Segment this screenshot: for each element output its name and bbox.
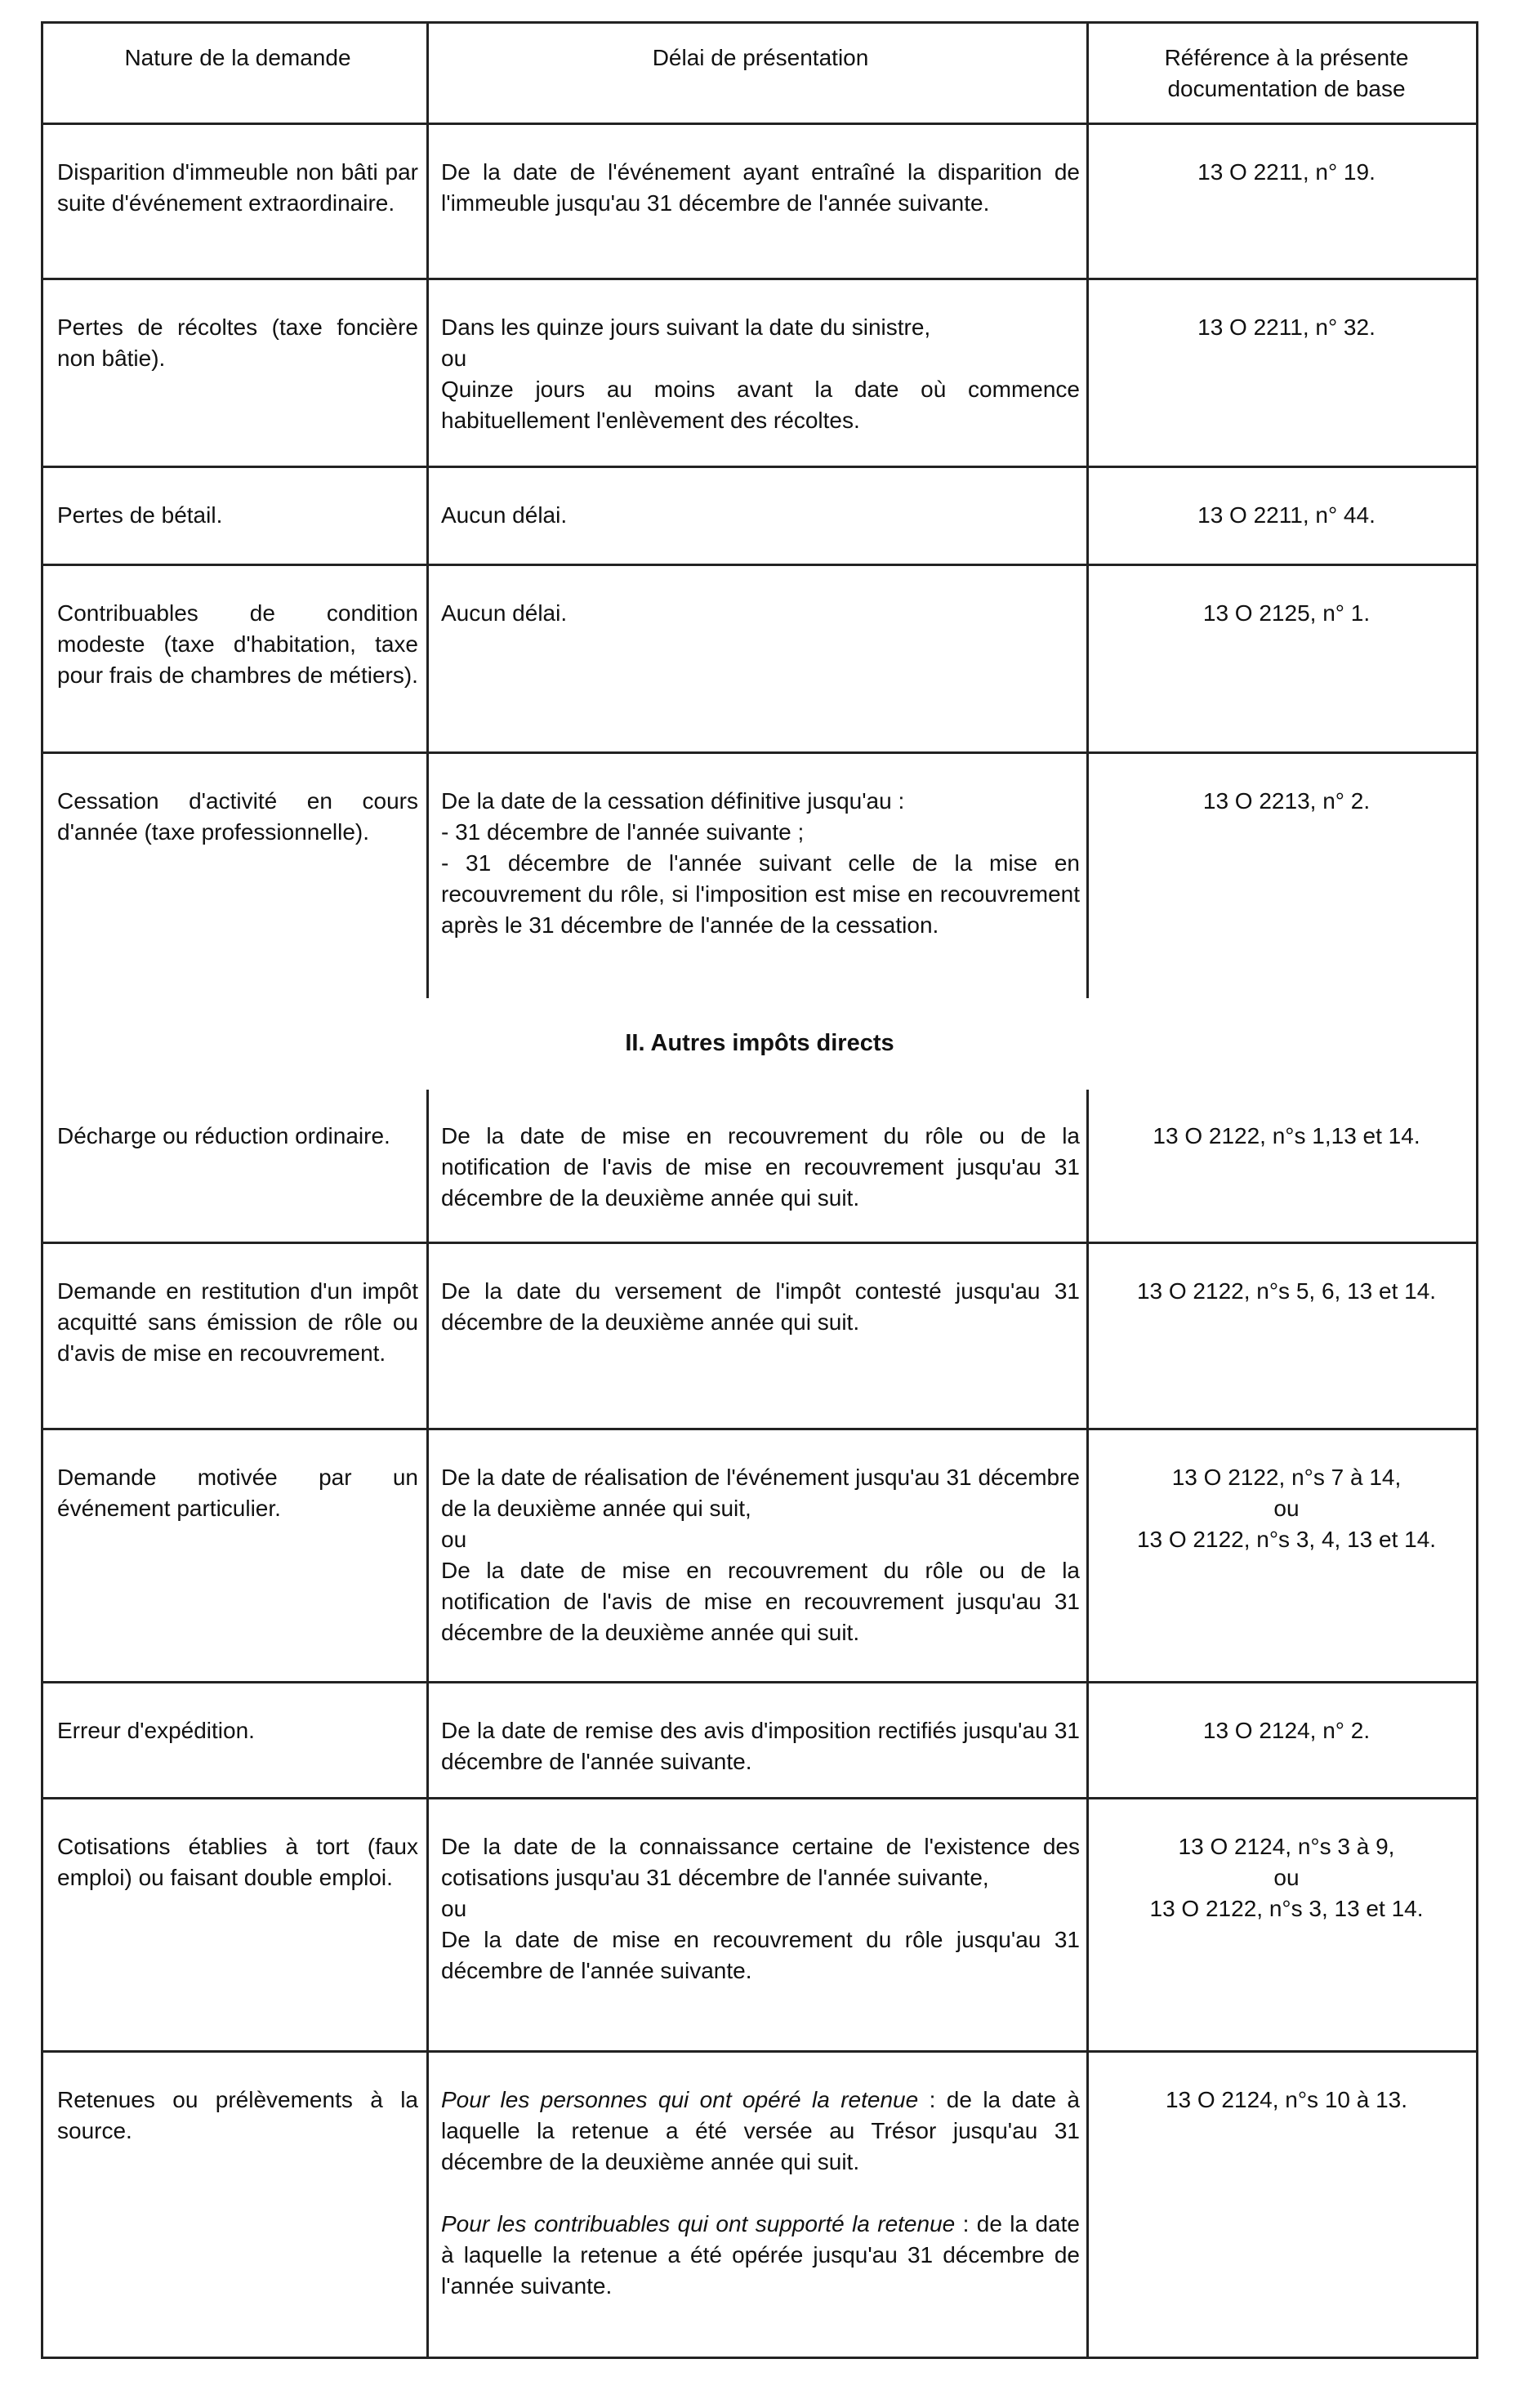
row-delai: De la date du versement de l'impôt contesté jusqu'au 31 décembre de la deuxième année qui suit.: [441, 1278, 1080, 1335]
row-nature: Erreur d'expédition.: [57, 1718, 255, 1743]
delai-line: ou: [441, 346, 467, 371]
reference-line: 13 O 2124, n°s 3 à 9,: [1178, 1834, 1395, 1859]
row-reference: 13 O 2124, n° 2.: [1202, 1718, 1371, 1743]
reference-line: 13 O 2122, n°s 3, 13 et 14.: [1149, 1896, 1424, 1921]
header-reference: [1095, 42, 1478, 105]
header-reference-line: Référence à la présente: [1164, 45, 1409, 70]
row-reference: 13 O 2213, n° 2.: [1202, 788, 1371, 814]
row-nature: Cessation d'activité en cours d'année (taxe professionnelle).: [57, 788, 418, 845]
reference-line: 13 O 2122, n°s 3, 4, 13 et 14.: [1136, 1527, 1437, 1552]
header-reference-line: documentation de base: [1167, 76, 1406, 101]
row-reference: 13 O 2124, n°s 10 à 13.: [1165, 2087, 1408, 2112]
row-reference: 13 O 2211, n° 32.: [1197, 314, 1376, 340]
row-delai: De la date de remise des avis d'imposition rectifiés jusqu'au 31 décembre de l'année suivante.: [441, 1718, 1080, 1774]
delai-line: De la date de mise en recouvrement du rôle jusqu'au 31 décembre de l'année suivante.: [441, 1927, 1080, 1983]
row-delai: De la date de mise en recouvrement du rôle ou de la notification de l'avis de mise en recouvrement jusqu'au 31 décembre de la deuxième année qui suit.: [441, 1123, 1080, 1211]
row-divider: [41, 1797, 1478, 1799]
row-nature: Retenues ou prélèvements à la source.: [57, 2087, 418, 2143]
row-delai: [441, 786, 1080, 941]
delai-line: De la date de mise en recouvrement du rôle ou de la notification de l'avis de mise en recouvrement jusqu'au 31 décembre de la deuxième année qui suit.: [441, 1558, 1080, 1645]
row-nature: Pertes de récoltes (taxe foncière non bâtie).: [57, 314, 418, 371]
row-divider: [41, 751, 1478, 754]
row-nature: Demande motivée par un événement particulier.: [57, 1465, 418, 1521]
row-delai: [441, 1831, 1080, 1987]
row-delai: Aucun délai.: [441, 600, 568, 626]
row-reference: 13 O 2211, n° 44.: [1197, 502, 1376, 528]
row-nature: Contribuables de condition modeste (taxe d'habitation, taxe pour frais de chambres de métiers).: [57, 600, 418, 688]
row-delai: [441, 312, 1080, 436]
row-nature: Pertes de bétail.: [57, 502, 223, 528]
row-divider: [41, 278, 1478, 280]
row-divider: [41, 1428, 1478, 1430]
column-divider: [1086, 21, 1089, 998]
delai-line: Dans les quinze jours suivant la date du sinistre,: [441, 314, 931, 340]
row-reference: 13 O 2122, n°s 1,13 et 14.: [1153, 1123, 1420, 1148]
header-delai: Délai de présentation: [652, 45, 869, 70]
delai-line: ou: [441, 1896, 467, 1921]
row-nature: Demande en restitution d'un impôt acquitté sans émission de rôle ou d'avis de mise en recouvrement.: [57, 1278, 418, 1366]
row-divider: [41, 123, 1478, 125]
delai-line: De la date de la connaissance certaine de l'existence des cotisations jusqu'au 31 décembre de l'année suivante,: [441, 1834, 1080, 1890]
delai-line: ou: [441, 1527, 467, 1552]
row-delai: [441, 1462, 1080, 1648]
row-nature: Cotisations établies à tort (faux emploi) ou faisant double emploi.: [57, 1834, 418, 1890]
row-delai: [441, 2085, 1080, 2302]
delai-line: De la date de la cessation définitive jusqu'au :: [441, 788, 905, 814]
section-title: II. Autres impôts directs: [625, 1030, 894, 1056]
row-reference: [1095, 1831, 1478, 1924]
row-reference: 13 O 2211, n° 19.: [1197, 159, 1376, 185]
row-divider: [41, 564, 1478, 566]
delai-text: : de la date à laquelle la retenue a été versée au Trésor jusqu'au 31 décembre de la deuxième année qui suit.: [441, 2087, 1080, 2174]
delai-italic: Pour les contribuables qui ont supporté la retenue: [441, 2211, 956, 2236]
delai-italic: Pour les personnes qui ont opéré la retenue: [441, 2087, 919, 2112]
reference-line: 13 O 2122, n°s 7 à 14,: [1171, 1465, 1402, 1490]
row-nature: Décharge ou réduction ordinaire.: [57, 1123, 390, 1148]
paragraph-gap: [441, 2178, 1080, 2209]
delai-line: - 31 décembre de l'année suivante ;: [441, 819, 805, 845]
row-divider: [41, 466, 1478, 468]
delai-line: De la date de réalisation de l'événement jusqu'au 31 décembre de la deuxième année qui suit,: [441, 1465, 1080, 1521]
row-delai: De la date de l'événement ayant entraîné la disparition de l'immeuble jusqu'au 31 décembre de l'année suivante.: [441, 159, 1080, 216]
row-divider: [41, 1681, 1478, 1683]
row-reference: 13 O 2122, n°s 5, 6, 13 et 14.: [1136, 1278, 1437, 1304]
column-divider: [426, 21, 429, 998]
row-nature: Disparition d'immeuble non bâti par suite d'événement extraordinaire.: [57, 159, 418, 216]
reference-line: ou: [1273, 1865, 1300, 1890]
row-reference: 13 O 2125, n° 1.: [1202, 600, 1371, 626]
row-divider: [41, 1242, 1478, 1244]
delai-paragraph: [441, 2209, 1080, 2302]
row-divider: [41, 2050, 1478, 2053]
column-divider: [426, 1090, 429, 2359]
header-nature: Nature de la demande: [124, 45, 351, 70]
row-delai: Aucun délai.: [441, 502, 568, 528]
delai-text: : de la date à laquelle la retenue a été opérée jusqu'au 31 décembre de l'année suivante.: [441, 2211, 1080, 2299]
delai-line: - 31 décembre de l'année suivant celle de la mise en recouvrement du rôle, si l'imposition est mise en recouvrement après le 31 décembre de l'année de la cessation.: [441, 850, 1080, 938]
delai-line: Quinze jours au moins avant la date où commence habituellement l'enlèvement des récoltes.: [441, 377, 1080, 433]
row-reference: [1095, 1462, 1478, 1555]
column-divider: [1086, 1090, 1089, 2359]
delai-paragraph: [441, 2085, 1080, 2178]
reference-line: ou: [1273, 1496, 1300, 1521]
